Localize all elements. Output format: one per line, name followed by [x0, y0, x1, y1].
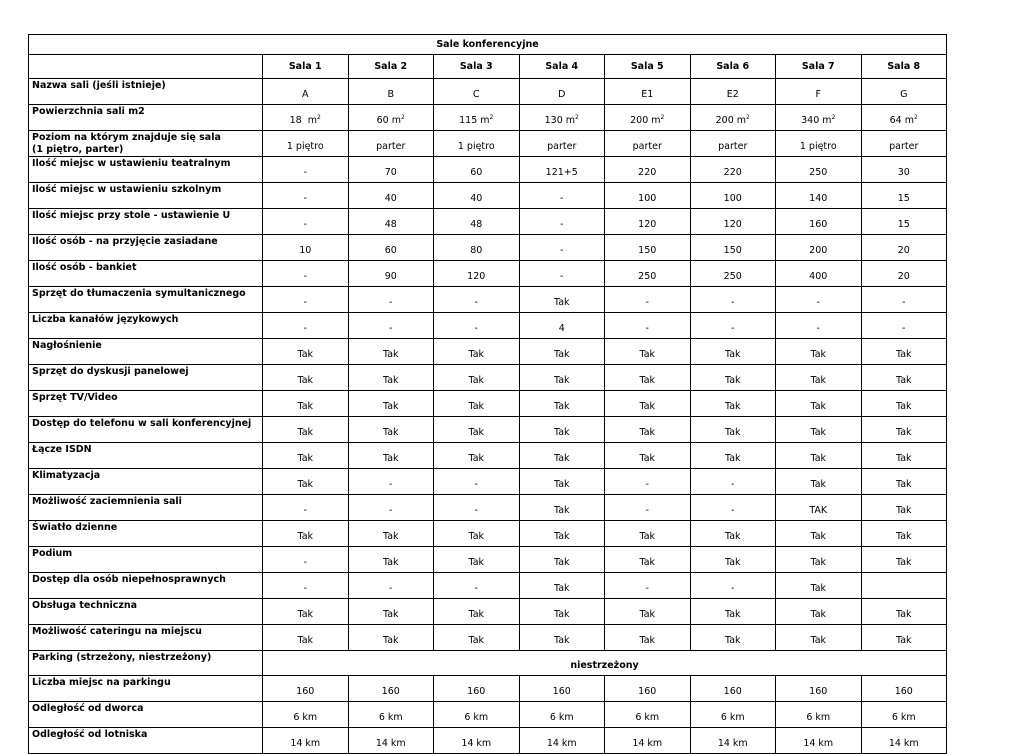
area-exponent: 2 — [660, 113, 665, 121]
table-cell: Tak — [263, 417, 349, 443]
table-cell: 14 km — [690, 728, 776, 754]
row-label: Poziom na którym znajduje się sala (1 piętro, parter) — [29, 131, 263, 157]
table-cell: B — [348, 79, 434, 105]
table-cell: parter — [690, 131, 776, 157]
table-cell: Tak — [776, 339, 862, 365]
table-cell: 6 km — [776, 702, 862, 728]
table-cell: Tak — [861, 391, 947, 417]
table-cell: Tak — [519, 625, 605, 651]
table-row — [29, 79, 947, 105]
table-cell: 150 — [605, 235, 691, 261]
row-label: Sprzęt TV/Video — [29, 391, 263, 417]
table-cell: Tak — [348, 599, 434, 625]
table-cell: Tak — [348, 521, 434, 547]
area-exponent: 2 — [831, 113, 836, 121]
row-label: Nagłośnienie — [29, 339, 263, 365]
row-label: Liczba kanałów językowych — [29, 313, 263, 339]
row-label: Odległość od dworca — [29, 702, 263, 728]
table-cell: Tak — [690, 417, 776, 443]
table-cell: 120 — [605, 209, 691, 235]
table-cell: 160 — [861, 676, 947, 702]
table-cell: - — [348, 287, 434, 313]
table-cell: E1 — [605, 79, 691, 105]
row-label: Możliwość cateringu na miejscu — [29, 625, 263, 651]
table-cell: - — [519, 235, 605, 261]
row-label: Łącze ISDN — [29, 443, 263, 469]
table-cell: 14 km — [776, 728, 862, 754]
table-cell: Tak — [519, 521, 605, 547]
table-cell: 100 — [605, 183, 691, 209]
table-cell: Tak — [605, 365, 691, 391]
table-cell: Tak — [263, 521, 349, 547]
area-value: 64 — [889, 114, 902, 126]
area-unit: m — [651, 114, 661, 126]
table-cell: - — [263, 313, 349, 339]
area-value: 60 — [376, 114, 389, 126]
table-row — [29, 443, 947, 469]
table-cell: Tak — [519, 573, 605, 599]
row-label: Sprzęt do dyskusji panelowej — [29, 365, 263, 391]
row-label: Nazwa sali (jeśli istnieje) — [29, 79, 263, 105]
area-unit: m — [904, 114, 915, 126]
table-cell: parter — [861, 131, 947, 157]
table-cell: Tak — [861, 339, 947, 365]
table-row — [29, 183, 947, 209]
table-cell: Tak — [861, 469, 947, 495]
table-cell: - — [263, 547, 349, 573]
table-row — [29, 625, 947, 651]
table-cell: Tak — [690, 599, 776, 625]
table-cell: - — [519, 209, 605, 235]
table-row — [29, 651, 947, 676]
row-label: Obsługa techniczna — [29, 599, 263, 625]
table-cell: - — [690, 287, 776, 313]
table-row — [29, 676, 947, 702]
table-cell: 80 — [434, 235, 520, 261]
table-cell: Tak — [263, 599, 349, 625]
table-row — [29, 469, 947, 495]
table-cell: F — [776, 79, 862, 105]
table-cell: 60 — [348, 235, 434, 261]
table-cell: - — [605, 313, 691, 339]
table-row — [29, 573, 947, 599]
area-exponent: 2 — [317, 113, 321, 121]
area-exponent: 2 — [746, 113, 750, 121]
table-cell: - — [605, 287, 691, 313]
table-cell: 6 km — [861, 702, 947, 728]
table-cell: 1 piętro — [776, 131, 862, 157]
table-cell: Tak — [605, 599, 691, 625]
table-cell: 90 — [348, 261, 434, 287]
table-cell: Tak — [690, 625, 776, 651]
table-cell: G — [861, 79, 947, 105]
row-label: Ilość miejsc przy stole - ustawienie U — [29, 209, 263, 235]
table-cell: 30 — [861, 157, 947, 183]
table-row — [29, 417, 947, 443]
table-cell: 250 — [690, 261, 776, 287]
table-cell: C — [434, 79, 520, 105]
table-row — [29, 287, 947, 313]
table-cell: Tak — [861, 521, 947, 547]
table-cell: - — [690, 313, 776, 339]
table-cell — [348, 105, 434, 131]
table-cell: Tak — [348, 625, 434, 651]
table-cell: 10 — [263, 235, 349, 261]
table-cell: Tak — [776, 573, 862, 599]
table-cell: parter — [605, 131, 691, 157]
table-cell: 70 — [348, 157, 434, 183]
table-cell: - — [519, 261, 605, 287]
area-exponent: 2 — [914, 113, 918, 121]
table-cell: Tak — [690, 365, 776, 391]
table-cell: Tak — [434, 625, 520, 651]
row-label: Ilość miejsc w ustawieniu szkolnym — [29, 183, 263, 209]
table-cell: Tak — [861, 625, 947, 651]
column-header: Sala 4 — [519, 55, 605, 79]
table-cell: 60 — [434, 157, 520, 183]
column-header: Sala 6 — [690, 55, 776, 79]
row-label: Sprzęt do tłumaczenia symultanicznego — [29, 287, 263, 313]
table-cell: - — [519, 183, 605, 209]
table-cell: 15 — [861, 209, 947, 235]
table-cell — [605, 105, 691, 131]
table-row — [29, 313, 947, 339]
table-cell: Tak — [690, 339, 776, 365]
table-cell: D — [519, 79, 605, 105]
table-cell: 14 km — [605, 728, 691, 754]
row-label: Parking (strzeżony, niestrzeżony) — [29, 651, 263, 676]
table-cell: 400 — [776, 261, 862, 287]
table-cell: Tak — [434, 339, 520, 365]
table-row — [29, 209, 947, 235]
table-cell: 6 km — [263, 702, 349, 728]
table-cell: - — [690, 573, 776, 599]
table-cell: - — [263, 261, 349, 287]
table-cell-merged: niestrzeżony — [263, 651, 947, 676]
table-cell: - — [348, 313, 434, 339]
area-unit: m — [565, 114, 576, 126]
column-header: Sala 8 — [861, 55, 947, 79]
row-label: Dostęp dla osób niepełnosprawnych — [29, 573, 263, 599]
table-cell: 160 — [776, 209, 862, 235]
table-cell: Tak — [776, 599, 862, 625]
table-cell: 14 km — [263, 728, 349, 754]
table-row — [29, 599, 947, 625]
row-label: Odległość od lotniska — [29, 728, 263, 754]
table-cell: - — [690, 469, 776, 495]
table-cell: Tak — [263, 339, 349, 365]
table-cell: 48 — [348, 209, 434, 235]
table-cell: Tak — [690, 391, 776, 417]
row-label: Dostęp do telefonu w sali konferencyjnej — [29, 417, 263, 443]
table-cell: - — [861, 313, 947, 339]
table-cell — [690, 105, 776, 131]
table-row — [29, 157, 947, 183]
table-cell: 150 — [690, 235, 776, 261]
table-cell: Tak — [605, 417, 691, 443]
column-header: Sala 1 — [263, 55, 349, 79]
area-value: 130 — [544, 114, 563, 126]
table-cell: Tak — [861, 443, 947, 469]
table-cell: Tak — [434, 443, 520, 469]
table-cell: Tak — [348, 365, 434, 391]
table-row — [29, 105, 947, 131]
table-cell: Tak — [776, 521, 862, 547]
table-cell: - — [434, 495, 520, 521]
area-value: 200 — [630, 114, 649, 126]
table-cell: Tak — [690, 443, 776, 469]
table-row — [29, 547, 947, 573]
table-cell: 14 km — [519, 728, 605, 754]
row-label: Ilość osób - na przyjęcie zasiadane — [29, 235, 263, 261]
table-cell: Tak — [348, 417, 434, 443]
table-cell: Tak — [263, 625, 349, 651]
table-cell: 160 — [690, 676, 776, 702]
table-cell: E2 — [690, 79, 776, 105]
table-cell: - — [776, 313, 862, 339]
column-header: Sala 2 — [348, 55, 434, 79]
table-cell: Tak — [776, 469, 862, 495]
area-exponent: 2 — [489, 113, 494, 121]
table-cell: TAK — [776, 495, 862, 521]
table-cell: Tak — [519, 339, 605, 365]
table-cell: 250 — [605, 261, 691, 287]
table-cell: parter — [348, 131, 434, 157]
conference-rooms-table — [28, 34, 947, 754]
column-header: Sala 3 — [434, 55, 520, 79]
table-cell: 100 — [690, 183, 776, 209]
table-cell: 250 — [776, 157, 862, 183]
table-cell: 6 km — [348, 702, 434, 728]
table-cell: - — [434, 287, 520, 313]
table-cell: Tak — [519, 495, 605, 521]
table-cell: 6 km — [690, 702, 776, 728]
table-cell: Tak — [263, 443, 349, 469]
table-cell: Tak — [519, 469, 605, 495]
table-cell: Tak — [605, 625, 691, 651]
table-cell: Tak — [434, 391, 520, 417]
table-cell: - — [263, 157, 349, 183]
table-cell: 220 — [690, 157, 776, 183]
table-cell: Tak — [434, 365, 520, 391]
column-header: Sala 7 — [776, 55, 862, 79]
table-cell: - — [605, 573, 691, 599]
table-cell: A — [263, 79, 349, 105]
header-row — [29, 55, 947, 79]
table-cell: Tak — [519, 547, 605, 573]
table-cell: Tak — [690, 521, 776, 547]
table-cell: 14 km — [348, 728, 434, 754]
table-cell: 40 — [348, 183, 434, 209]
table-cell: Tak — [690, 547, 776, 573]
table-cell: Tak — [776, 417, 862, 443]
table-cell: Tak — [263, 391, 349, 417]
table-cell: Tak — [348, 547, 434, 573]
table-cell: Tak — [605, 391, 691, 417]
table-cell: 220 — [605, 157, 691, 183]
table-cell: Tak — [348, 391, 434, 417]
table-cell: Tak — [519, 443, 605, 469]
table-row — [29, 521, 947, 547]
table-cell: 20 — [861, 261, 947, 287]
table-cell: Tak — [348, 443, 434, 469]
table-cell: - — [263, 287, 349, 313]
area-unit: m — [822, 114, 832, 126]
area-exponent: 2 — [575, 113, 579, 121]
table-cell: Tak — [519, 599, 605, 625]
table-cell: 1 piętro — [434, 131, 520, 157]
table-row — [29, 261, 947, 287]
table-cell: Tak — [776, 443, 862, 469]
table-cell: Tak — [861, 495, 947, 521]
table-cell: 160 — [605, 676, 691, 702]
table-cell: - — [434, 573, 520, 599]
column-header: Sala 5 — [605, 55, 691, 79]
table-cell: - — [263, 495, 349, 521]
table-cell: 160 — [263, 676, 349, 702]
row-label: Podium — [29, 547, 263, 573]
table-cell: 200 — [776, 235, 862, 261]
table-cell: 121+5 — [519, 157, 605, 183]
table-cell: Tak — [861, 365, 947, 391]
table-cell: Tak — [605, 521, 691, 547]
table-cell: Tak — [861, 417, 947, 443]
table-cell: 120 — [434, 261, 520, 287]
table-cell: 160 — [348, 676, 434, 702]
table-cell: Tak — [519, 391, 605, 417]
area-unit: m — [307, 114, 318, 126]
table-row — [29, 339, 947, 365]
table-cell: 160 — [776, 676, 862, 702]
table-cell — [263, 105, 349, 131]
table-cell: 14 km — [861, 728, 947, 754]
table-cell: - — [434, 469, 520, 495]
table-cell: - — [776, 287, 862, 313]
table-cell: 40 — [434, 183, 520, 209]
table-cell: Tak — [519, 417, 605, 443]
table-cell: - — [434, 313, 520, 339]
table-cell: 6 km — [605, 702, 691, 728]
area-unit: m — [736, 114, 747, 126]
row-label: Liczba miejsc na parkingu — [29, 676, 263, 702]
table-cell: - — [690, 495, 776, 521]
table-cell: Tak — [776, 547, 862, 573]
table-row — [29, 235, 947, 261]
area-value: 200 — [715, 114, 734, 126]
table-cell: 48 — [434, 209, 520, 235]
table-cell: - — [348, 469, 434, 495]
table-cell: Tak — [776, 365, 862, 391]
table-cell: - — [605, 469, 691, 495]
table-row — [29, 728, 947, 754]
table-cell: Tak — [348, 339, 434, 365]
table-cell: - — [263, 573, 349, 599]
table-cell: Tak — [776, 625, 862, 651]
table-row — [29, 365, 947, 391]
table-cell: Tak — [605, 339, 691, 365]
table-cell — [861, 573, 947, 599]
area-unit: m — [480, 114, 490, 126]
table-cell: Tak — [519, 287, 605, 313]
area-exponent: 2 — [401, 113, 405, 121]
table-title: Sale konferencyjne — [29, 35, 947, 55]
area-value: 115 — [459, 114, 478, 126]
table-cell — [776, 105, 862, 131]
table-cell: Tak — [776, 391, 862, 417]
table-row — [29, 391, 947, 417]
table-row — [29, 131, 947, 157]
table-cell: Tak — [434, 417, 520, 443]
table-cell: Tak — [861, 599, 947, 625]
table-row — [29, 495, 947, 521]
table-cell: Tak — [861, 547, 947, 573]
area-value: 18 — [289, 114, 302, 126]
table-cell: Tak — [263, 469, 349, 495]
table-cell: Tak — [605, 547, 691, 573]
table-cell: - — [348, 573, 434, 599]
table-cell: parter — [519, 131, 605, 157]
row-label: Powierzchnia sali m2 — [29, 105, 263, 131]
table-cell: 14 km — [434, 728, 520, 754]
area-value: 340 — [801, 114, 820, 126]
table-cell: - — [861, 287, 947, 313]
table-cell — [861, 105, 947, 131]
table-cell: Tak — [263, 365, 349, 391]
row-label: Ilość miejsc w ustawieniu teatralnym — [29, 157, 263, 183]
table-cell: - — [605, 495, 691, 521]
row-label: Ilość osób - bankiet — [29, 261, 263, 287]
row-label: Możliwość zaciemnienia sali — [29, 495, 263, 521]
table-cell — [519, 105, 605, 131]
table-cell: 4 — [519, 313, 605, 339]
area-unit: m — [391, 114, 402, 126]
table-cell: Tak — [434, 521, 520, 547]
table-cell: 140 — [776, 183, 862, 209]
table-cell: 120 — [690, 209, 776, 235]
table-cell: Tak — [605, 443, 691, 469]
table-cell: - — [263, 209, 349, 235]
title-row — [29, 35, 947, 55]
header-corner-cell — [29, 55, 263, 79]
table-cell: 6 km — [434, 702, 520, 728]
table-cell: Tak — [519, 365, 605, 391]
row-label: Światło dzienne — [29, 521, 263, 547]
table-cell: 160 — [434, 676, 520, 702]
table-cell: - — [263, 183, 349, 209]
table-cell: 160 — [519, 676, 605, 702]
table-cell: 6 km — [519, 702, 605, 728]
table-cell: 20 — [861, 235, 947, 261]
table-cell: - — [348, 495, 434, 521]
table-cell: 1 piętro — [263, 131, 349, 157]
table-cell: Tak — [434, 599, 520, 625]
table-cell: Tak — [434, 547, 520, 573]
table-cell — [434, 105, 520, 131]
table-cell: 15 — [861, 183, 947, 209]
row-label: Klimatyzacja — [29, 469, 263, 495]
